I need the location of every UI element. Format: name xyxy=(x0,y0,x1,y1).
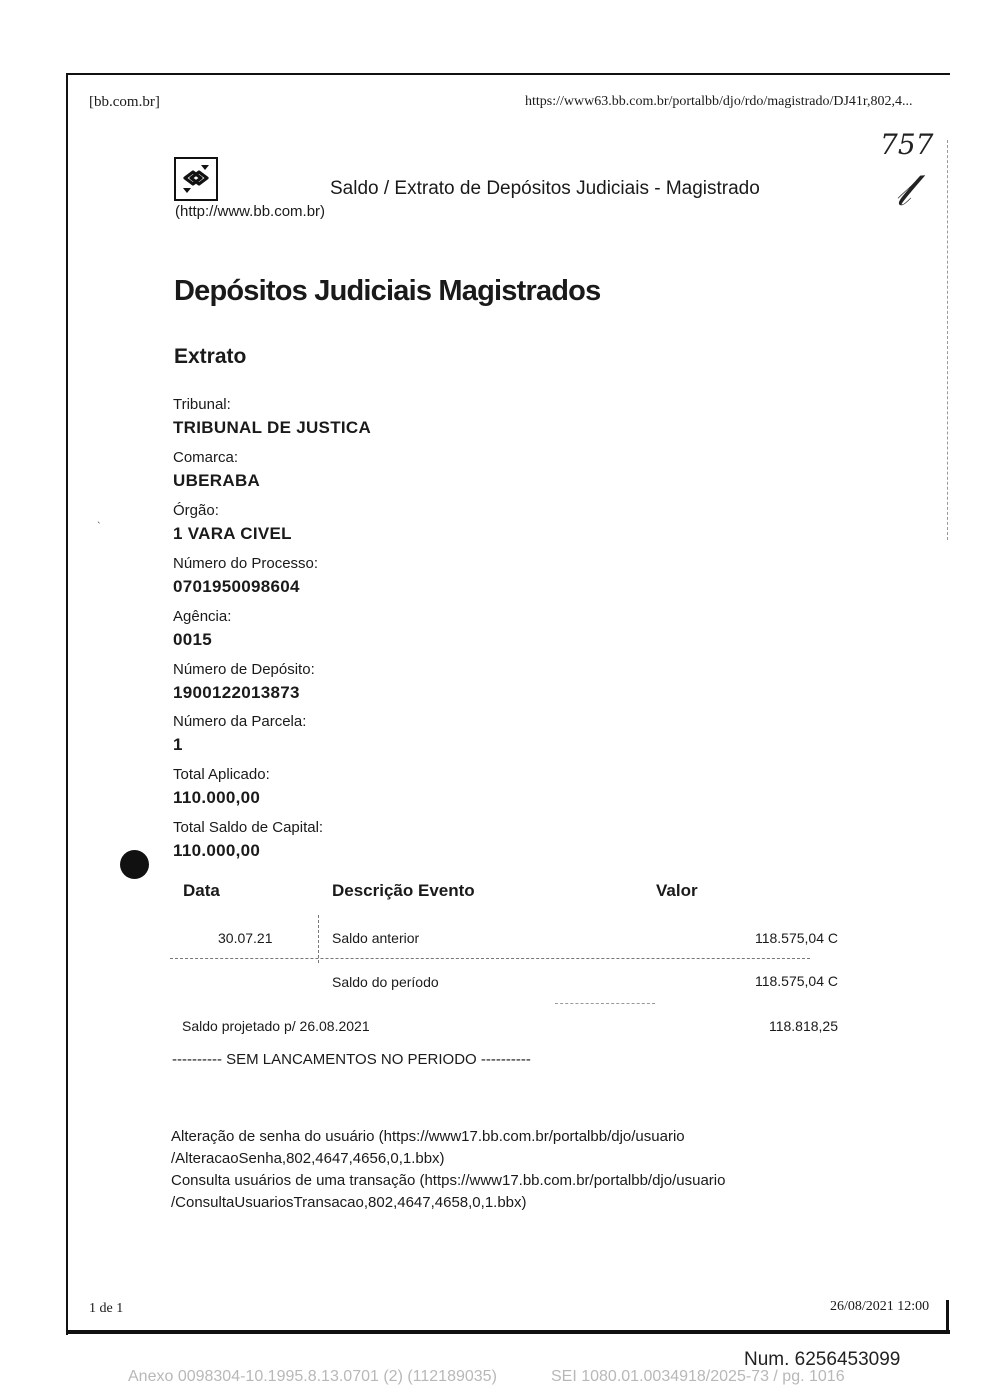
site-title: Saldo / Extrato de Depósitos Judiciais - Magistrado xyxy=(330,178,760,199)
field-label-tribunal: Tribunal: xyxy=(173,396,231,413)
table-row-1-description: Saldo anterior xyxy=(332,930,420,946)
table-header-date: Data xyxy=(183,881,220,900)
print-header-url[interactable]: https://www63.bb.com.br/portalbb/djo/rdo/magistrado/DJ41r,802,4... xyxy=(525,94,913,109)
table-row-divider-2 xyxy=(555,1003,655,1004)
field-value-processo: 0701950098604 xyxy=(173,577,300,596)
scan-mark: ˎ xyxy=(97,510,101,524)
print-header-site: [bb.com.br] xyxy=(89,94,160,110)
table-column-separator xyxy=(318,915,319,963)
table-row-2-value: 118.575,04 C xyxy=(754,973,838,989)
sei-stamp: SEI 1080.01.0034918/2025-73 / pg. 1016 xyxy=(551,1368,845,1385)
field-value-parcela: 1 xyxy=(173,735,183,754)
table-row-1-date: 30.07.21 xyxy=(218,930,273,946)
table-row-1-value: 118.575,04 C xyxy=(754,930,838,946)
bb-logo-svg xyxy=(179,162,213,196)
handwritten-initials: 𝓁 xyxy=(896,165,911,216)
user-links xyxy=(171,1126,791,1214)
field-value-agencia: 0015 xyxy=(173,630,213,649)
print-footer-pages: 1 de 1 xyxy=(89,1301,124,1316)
field-label-total-saldo-capital: Total Saldo de Capital: xyxy=(173,819,324,836)
field-value-comarca: UBERABA xyxy=(173,471,261,490)
field-value-total-aplicado: 110.000,00 xyxy=(173,788,261,807)
frame-left-border xyxy=(66,73,68,1335)
table-row-2-description: Saldo do período xyxy=(332,974,439,990)
projected-balance-value: 118.818,25 xyxy=(768,1018,838,1034)
field-value-orgao: 1 VARA CIVEL xyxy=(173,524,292,543)
punch-hole-mark xyxy=(120,850,149,879)
bb-home-link[interactable]: (http://www.bb.com.br) xyxy=(175,203,326,220)
frame-bottom-border xyxy=(66,1330,950,1334)
table-header-description: Descrição Evento xyxy=(332,881,475,900)
table-header-value: Valor xyxy=(656,881,698,900)
annex-stamp: Anexo 0098304-10.1995.8.13.0701 (2) (112189035) xyxy=(128,1368,497,1385)
table-row-divider xyxy=(170,958,810,959)
field-value-total-saldo-capital: 110.000,00 xyxy=(173,841,261,860)
field-label-agencia: Agência: xyxy=(173,608,232,625)
field-label-deposito: Número de Depósito: xyxy=(173,661,315,678)
no-entries-notice: ---------- SEM LANCAMENTOS NO PERIODO ---------- xyxy=(172,1051,531,1068)
document-number: Num. 6256453099 xyxy=(744,1349,901,1370)
banco-do-brasil-logo-icon[interactable] xyxy=(174,157,218,201)
frame-right-scan-line xyxy=(947,140,949,540)
field-label-total-aplicado: Total Aplicado: xyxy=(173,766,270,783)
frame-right-border xyxy=(946,1300,949,1334)
projected-balance-label: Saldo projetado p/ 26.08.2021 xyxy=(182,1018,370,1034)
change-password-link[interactable]: Alteração de senha do usuário (https://www17.bb.com.br/portalbb/djo/usuario xyxy=(171,1128,685,1145)
field-label-comarca: Comarca: xyxy=(173,449,239,466)
field-value-deposito: 1900122013873 xyxy=(173,683,300,702)
change-password-link-cont[interactable]: /AlteracaoSenha,802,4647,4656,0,1.bbx) xyxy=(171,1150,445,1167)
frame-top-border xyxy=(66,73,950,75)
handwritten-page-number: 757 xyxy=(880,128,934,161)
section-title: Extrato xyxy=(174,345,247,368)
field-label-orgao: Órgão: xyxy=(173,502,219,519)
print-footer-datetime: 26/08/2021 12:00 xyxy=(830,1299,930,1314)
page-title: Depósitos Judiciais Magistrados xyxy=(174,275,601,307)
user-transaction-link[interactable]: Consulta usuários de uma transação (https://www17.bb.com.br/portalbb/djo/usuario xyxy=(171,1172,726,1189)
field-label-parcela: Número da Parcela: xyxy=(173,713,307,730)
field-label-processo: Número do Processo: xyxy=(173,555,319,572)
field-value-tribunal: TRIBUNAL DE JUSTICA xyxy=(173,418,372,437)
user-transaction-link-cont[interactable]: /ConsultaUsuariosTransacao,802,4647,4658,0,1.bbx) xyxy=(171,1194,527,1211)
